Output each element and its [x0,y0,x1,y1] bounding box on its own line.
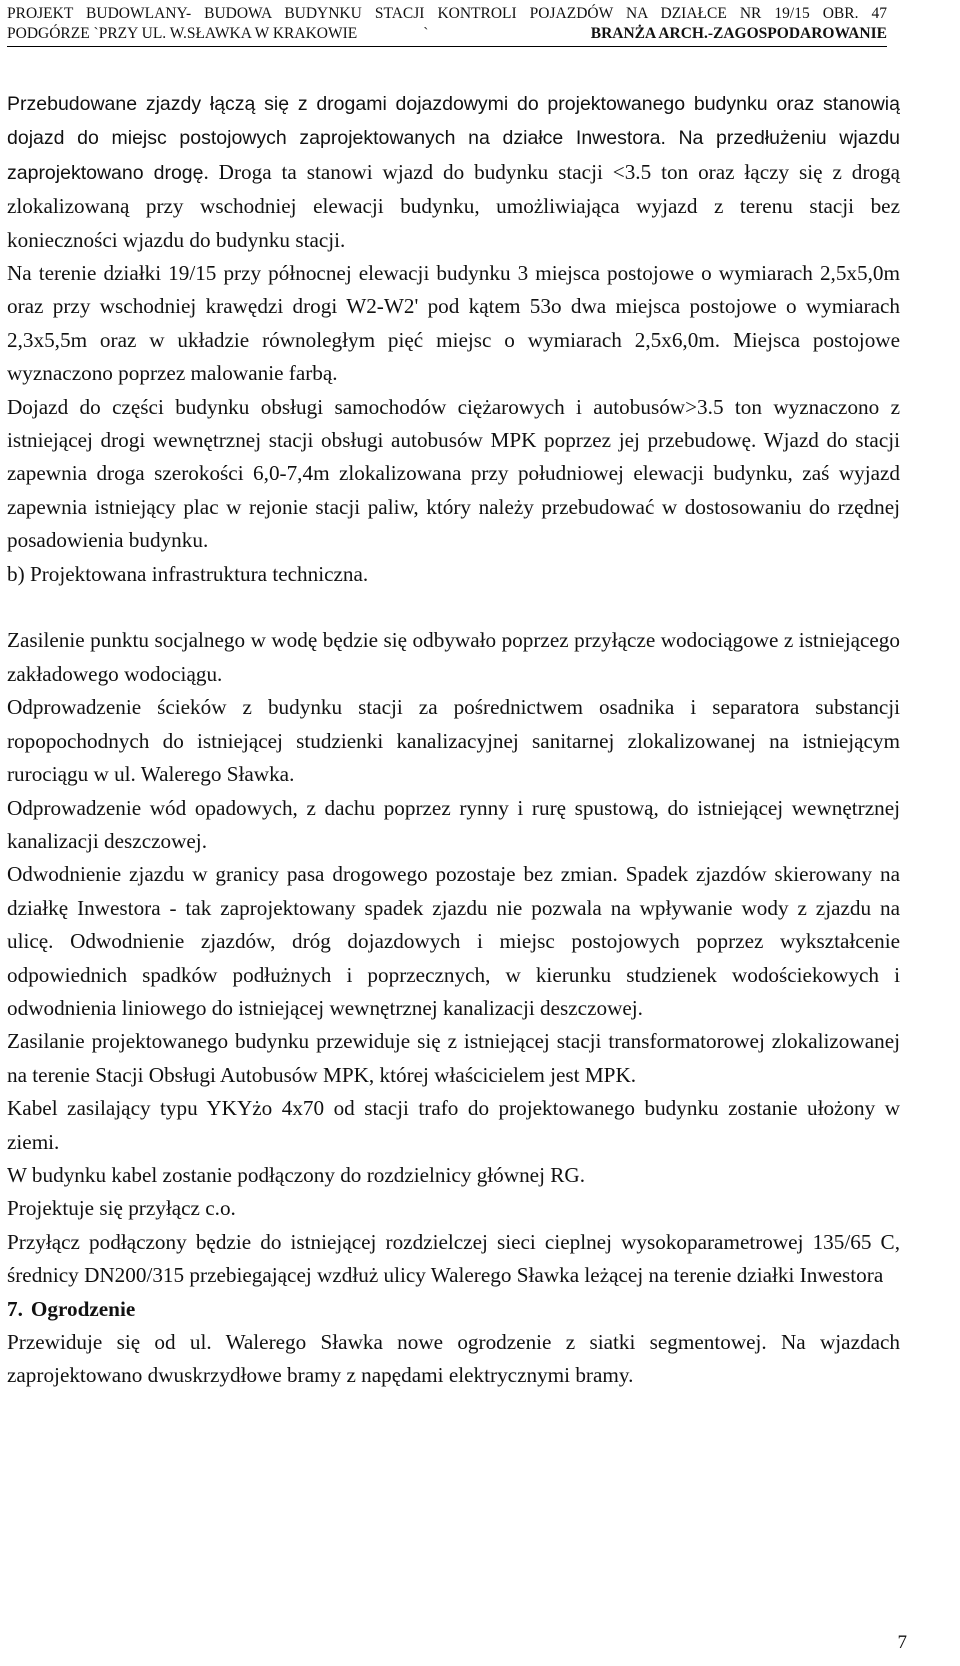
paragraph-infrastructure-title: b) Projektowana infrastruktura techniczna. [7,561,369,586]
paragraph-rainwater: Odprowadzenie wód opadowych, z dachu poprzez rynny i rurę spustową, do istniejącej wewnętrznej kanalizacji deszczowej. [7,795,900,853]
paragraph-fence: Przewiduje się od ul. Walerego Sławka nowe ogrodzenie z siatki segmentowej. Na wjazdach zaprojektowano dwuskrzydłowe bramy z napędami elektrycznymi bramy. [7,1330,900,1388]
paragraph-power-supply: Zasilanie projektowanego budynku przewiduje się z istniejącej stacji transformatorowej zlokalizowanej na terenie Stacji Obsługi Autobusów MPK, której właścicielem jest MPK. [7,1029,900,1087]
paragraph-access-roads [7,87,900,257]
header-tick: ` [423,25,429,42]
paragraph-cable: Kabel zasilający typu YKYżo 4x70 od stacji trafo do projektowanego budynku zostanie ułożony w ziemi. [7,1096,900,1154]
paragraph-heating-connection: Projektuje się przyłącz c.o. [7,1196,236,1221]
paragraph-access-roads-extension: Na przedłużeniu wjazdu zaprojektowano drogę [7,127,901,184]
paragraph-parking: Na terenie działki 19/15 przy północnej elewacji budynku 3 miejsca postojowe o wymiarach 2,5x5,0m oraz przy wschodniej krawędzi drogi W2-W2' pod kątem 53o dwa miejsca postojowe o wymiarach 2,3x5,5m oraz w układzie równoległym pięć miejsc o wymiarach 2,5x6,0m. Miejsca postojowe wyznaczono poprzez malowanie farbą. [7,261,900,386]
paragraph-drainage: Odwodnienie zjazdu w granicy pasa drogowego pozostaje bez zmian. Spadek zjazdów skierowany na działkę Inwestora - tak zaprojektowany spadek zjazdu nie pozwala na wpływanie wody z zjazdu na ulicę. Odwodnienie zjazdów, dróg dojazdowych i miejsc postojowych poprzez wykształcenie odpowiednich spadków podłużnych i poprzecznych, w kierunku studzienek wodościekowych i odwodnienia liniowego do istniejącej wewnętrznej kanalizacji deszczowej. [7,862,900,1020]
page-number: 7 [897,1632,907,1653]
header-branch: BRANŻA ARCH.-ZAGOSPODAROWANIE [590,25,887,42]
document-header [7,4,887,44]
section-number: 7. [7,1296,23,1321]
section-title: Ogrodzenie [30,1296,136,1321]
paragraph-water-supply: Zasilenie punktu socjalnego w wodę będzie się odbywało poprzez przyłącze wodociągowe z istniejącego zakładowego wodociągu. [7,628,900,686]
paragraph-access-roads-intro: Przebudowane zjazdy łączą się z drogami dojazdowymi do projektowanego budynku oraz stanowią dojazd do miejsc postojowych zaprojektowanych na działce Inwestora. [7,93,900,150]
paragraph-sewage: Odprowadzenie ścieków z budynku stacji za pośrednictwem osadnika i separatora substancji ropopochodnych do istniejącej studzienki kanalizacyjnej sanitarnej zlokalizowanej na istniejącym rurociągu w ul. Walerego Sławka. [7,695,900,787]
document-body [7,87,900,1393]
paragraph-access-roads-rest: . Droga ta stanowi wjazd do budynku stacji <3.5 ton oraz łączy się z drogą zlokalizowaną przy wschodniej elewacji budynku, umożliwiająca wyjazd z terenu stacji bez konieczności wjazdu do budynku stacji. [7,159,900,252]
header-location: PODGÓRZE `PRZY UL. W.SŁAWKA W KRAKOWIE [7,25,358,42]
header-divider [7,46,887,47]
header-line-2 [7,24,887,44]
paragraph-truck-access: Dojazd do części budynku obsługi samochodów ciężarowych i autobusów>3.5 ton wyznaczono z istniejącej drogi wewnętrznej stacji obsługi autobusów MPK poprzez jej przebudowę. Wjazd do stacji zapewnia droga szerokości 6,0-7,4m zlokalizowana przy południowej elewacji budynku, zaś wyjazd zapewnia istniejący plac w rejonie stacji paliw, który należy przebudować w dostosowaniu do rzędnej posadowienia budynku. [7,394,900,553]
section-heading-fence [7,1293,900,1326]
header-line-1: PROJEKT BUDOWLANY- BUDOWA BUDYNKU STACJI KONTROLI POJAZDÓW NA DZIAŁCE NR 19/15 OBR. 47 [7,5,887,22]
paragraph-switchboard: W budynku kabel zostanie podłączony do rozdzielnicy głównej RG. [7,1162,585,1187]
paragraph-heating-network: Przyłącz podłączony będzie do istniejącej rozdzielczej sieci cieplnej wysokoparametrowej 135/65 C, średnicy DN200/315 przebiegającej wzdłuż ulicy Walerego Sławka leżącej na terenie działki Inwestora [7,1229,900,1288]
